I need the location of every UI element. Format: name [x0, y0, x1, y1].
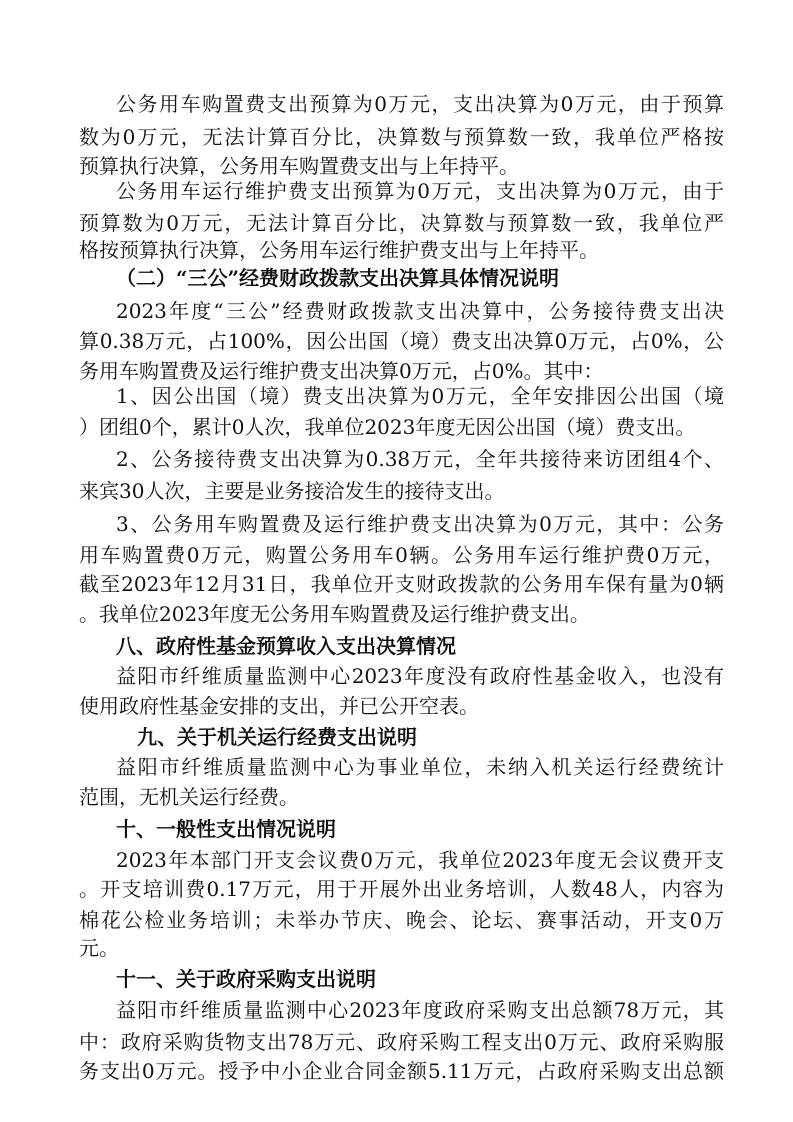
- body-line: 2、公务接待费支出决算为0.38万元，全年共接待来访团组4个、: [116, 447, 724, 471]
- body-line: 使用政府性基金安排的支出，并已公开空表。: [79, 694, 479, 718]
- body-line: 益阳市纤维质量监测中心为事业单位，未纳入机关运行经费统计: [116, 755, 724, 779]
- body-line: 务用车购置费及运行维护费支出决算0万元，占0%。其中：: [79, 359, 604, 383]
- body-line: 益阳市纤维质量监测中心2023年度没有政府性基金收入，也没有: [116, 664, 724, 688]
- section-heading: 十一、关于政府采购支出说明: [116, 967, 376, 991]
- body-line: 截至2023年12月31日，我单位开支财政拨款的公务用车保有量为0辆: [79, 572, 724, 596]
- body-line: 范围，无机关运行经费。: [79, 785, 299, 809]
- body-line: 数为0万元，无法计算百分比，决算数与预算数一致，我单位严格按: [79, 125, 724, 149]
- section-heading: 十、一般性支出情况说明: [116, 817, 336, 841]
- body-line: ）团组0个，累计0人次，我单位2023年度无因公出国（境）费支出。: [79, 415, 696, 439]
- section-heading: 九、关于机关运行经费支出说明: [137, 725, 417, 749]
- body-line: 用车购置费0万元，购置公务用车0辆。公务用车运行维护费0万元，: [79, 543, 724, 567]
- body-line: 。开支培训费0.17万元，用于开展外出业务培训，人数48人，内容为: [79, 877, 724, 901]
- body-line: 2023年度“三公”经费财政拨款支出决算中，公务接待费支出决: [116, 299, 724, 323]
- body-line: 预算执行决算，公务用车购置费支出与上年持平。: [79, 154, 519, 178]
- body-line: 来宾30人次，主要是业务接洽发生的接待支出。: [79, 479, 505, 503]
- body-line: 2023年本部门开支会议费0万元，我单位2023年度无会议费开支: [116, 848, 724, 872]
- body-line: 棉花公检业务培训；未举办节庆、晚会、论坛、赛事活动，开支0万: [79, 908, 724, 932]
- body-line: 算0.38万元，占100%，因公出国（境）费支出决算0万元，占0%，公: [79, 329, 724, 353]
- body-line: 益阳市纤维质量监测中心2023年度政府采购支出总额78万元，其: [116, 998, 724, 1022]
- body-line: 。我单位2023年度无公务用车购置费及运行维护费支出。: [79, 602, 590, 626]
- body-line: 公务用车购置费支出预算为0万元，支出决算为0万元，由于预算: [116, 92, 724, 116]
- body-line: 格按预算执行决算，公务用车运行维护费支出与上年持平。: [79, 238, 599, 262]
- body-line: 3、公务用车购置费及运行维护费支出决算为0万元，其中：公务: [116, 512, 724, 536]
- body-line: 1、因公出国（境）费支出决算为0万元，全年安排因公出国（境: [116, 384, 724, 408]
- body-line: 中：政府采购货物支出78万元、政府采购工程支出0万元、政府采购服: [79, 1030, 724, 1054]
- body-line: 元。: [79, 936, 119, 960]
- section-heading: （二）“三公”经费财政拨款支出决算具体情况说明: [116, 266, 560, 290]
- body-line: 预算数为0万元，无法计算百分比，决算数与预算数一致，我单位严: [79, 211, 724, 235]
- section-heading: 八、政府性基金预算收入支出决算情况: [116, 634, 456, 658]
- body-line: 务支出0万元。授予中小企业合同金额5.11万元，占政府采购支出总额: [79, 1059, 724, 1083]
- body-line: 公务用车运行维护费支出预算为0万元，支出决算为0万元，由于: [116, 179, 724, 203]
